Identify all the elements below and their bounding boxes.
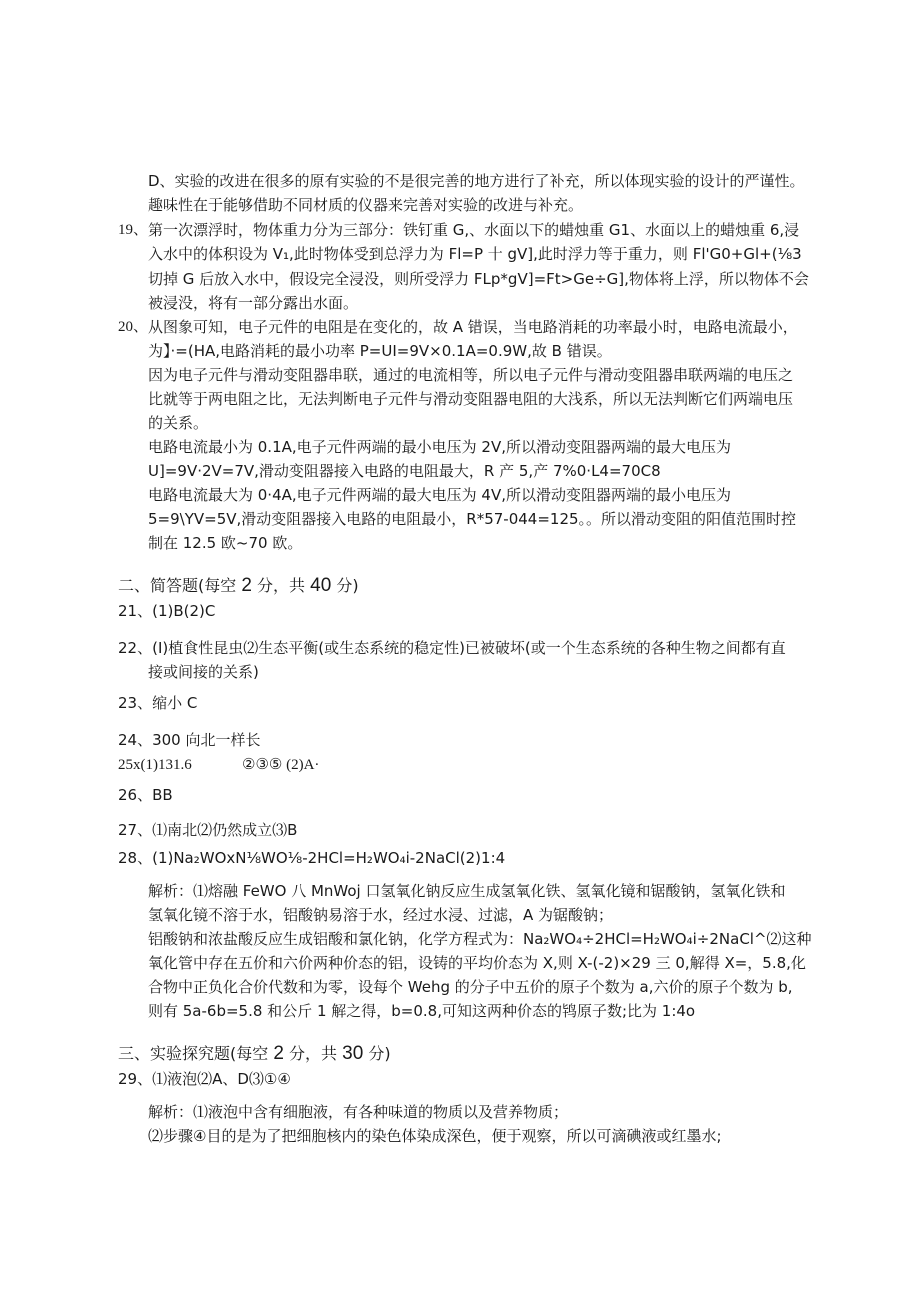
text-line: 21、(1)B(2)C [118, 602, 216, 620]
text-line: 解析：⑴液泡中含有细胞液，有各种味道的物质以及营养物质； [148, 1103, 569, 1121]
heading-text: 分) [336, 576, 359, 595]
text-line: 合物中正负化合价代数和为零，设每个 Wehg 的分子中五价的原子个数为 a,六价的原子个数为 b, [148, 978, 793, 996]
text-line: U]=9V·2V=7V,滑动变阻器接入电路的电阻最大，R 产 5,产 7%0·L4=70C8 [148, 462, 661, 480]
text-line: 制在 12.5 欧~70 欧。 [148, 534, 303, 552]
question-number: 19、 [118, 222, 149, 238]
text-line: 从图象可知，电子元件的电阻是在变化的，故 A 错误，当电路消耗的功率最小时，电路电流最小， [148, 318, 798, 336]
text-line: 切掉 G 后放入水中，假设完全浸没，则所受浮力 FLp*gV]=Ft>Ge÷G],物体将上浮，所以物体不会 [148, 270, 809, 288]
text-line: ②③⑤ (2)A· [242, 757, 320, 773]
text-line: 25x(1)131.6 [118, 757, 192, 773]
question-number: 20、 [118, 319, 149, 335]
heading-text: 分，共 [289, 1044, 338, 1063]
text-line: 入水中的体积设为 V₁,此时物体受到总浮力为 Fl=P 十 gV],此时浮力等于重力，则 Fl'G0+Gl+(⅛3 [148, 245, 802, 263]
text-line: 因为电子元件与滑动变阻器串联，通过的电流相等，所以电子元件与滑动变阻器串联两端的电压之 [148, 366, 794, 384]
text-line: 5=9\YV=5V,滑动变阻器接入电路的电阻最小，R*57-044=125。。所以滑动变阻的阳值范围时控 [148, 510, 797, 528]
heading-total: 40 [310, 575, 332, 596]
heading-text: 分，共 [257, 576, 306, 595]
text-line: 趣味性在于能够借助不同材质的仪器来完善对实验的改进与补充。 [148, 196, 584, 214]
text-line: 27、⑴南北⑵仍然成立⑶B [118, 821, 298, 839]
text-line: 的关系。 [148, 414, 209, 432]
heading-text: 分) [368, 1044, 391, 1063]
text-line: ⑵步骤④目的是为了把细胞核内的染色体染成深色，便于观察，所以可滴碘液或红墨水; [148, 1127, 722, 1145]
text-line: 氧化管中存在五价和六价两种价态的铝，设铸的平均价态为 X,则 X-(-2)×29 三 0,解得 X=，5.8,化 [148, 954, 806, 972]
heading-points: 2 [273, 1043, 284, 1064]
heading-text: 三、实验探究题(每空 [118, 1044, 269, 1063]
text-line: D、实验的改进在很多的原有实验的不是很完善的地方进行了补充，所以体现实验的设计的严谨性。 [148, 172, 805, 190]
text-line: 28、(1)Na₂WOxN⅛WO⅛-2HCl=H₂WO₄i-2NaCl(2)1:4 [118, 849, 506, 867]
text-line: 23、缩小 C [118, 694, 198, 712]
text-line: 被浸没，将有一部分露出水面。 [148, 294, 359, 312]
text-line: 铝酸钠和浓盐酸反应生成铝酸和氯化钠，化学方程式为：Na₂WO₄÷2HCl=H₂WO₄i÷2NaCl^⑵这种 [148, 930, 812, 948]
text-line: 则有 5a-6b=5.8 和公斤 1 解之得，b=0.8,可知这两种价态的鸨原子数;比为 1:4o [148, 1002, 696, 1020]
text-line: 比就等于两电阻之比，无法判断电子元件与滑动变阻器电阻的大浅系，所以无法判断它们两端电压 [148, 390, 794, 408]
text-line: 电路电流最大为 0·4A,电子元件两端的最大电压为 4V,所以滑动变阻器两端的最小电压为 [148, 486, 731, 504]
text-line: 22、(I)植食性昆虫⑵生态平衡(或生态系统的稳定性)已被破坏(或一个生态系统的各种生物之间都有直 [118, 639, 786, 657]
section-heading-3 [118, 1043, 391, 1065]
heading-points: 2 [241, 575, 252, 596]
text-line: 第一次漂浮时，物体重力分为三部分：铁钉重 G,、水面以下的蜡烛重 G1、水面以上的蜡烛重 6,浸 [148, 221, 800, 239]
text-line: 29、⑴液泡⑵A、D⑶①④ [118, 1070, 291, 1088]
text-line: 氢氧化镜不溶于水，铝酸钠易溶于水，经过水浸、过滤，A 为锯酸钠； [148, 906, 614, 924]
text-line: 24、300 向北一样长 [118, 731, 261, 749]
text-line: 接或间接的关系) [148, 663, 259, 681]
text-line: 26、BB [118, 786, 173, 804]
section-heading-2 [118, 575, 359, 597]
text-line: 为】·=(HA,电路消耗的最小功率 P=UI=9V×0.1A=0.9W,故 B 错误。 [148, 342, 612, 360]
heading-total: 30 [342, 1043, 364, 1064]
heading-text: 二、简答题(每空 [118, 576, 237, 595]
text-line: 电路电流最小为 0.1A,电子元件两端的最小电压为 2V,所以滑动变阻器两端的最大电压为 [148, 438, 731, 456]
text-line: 解析：⑴熔融 FeWO 八 MnWoj 口氢氧化钠反应生成氢氧化铁、氢氧化镜和锯酸钠，氢氧化铁和 [148, 882, 786, 900]
